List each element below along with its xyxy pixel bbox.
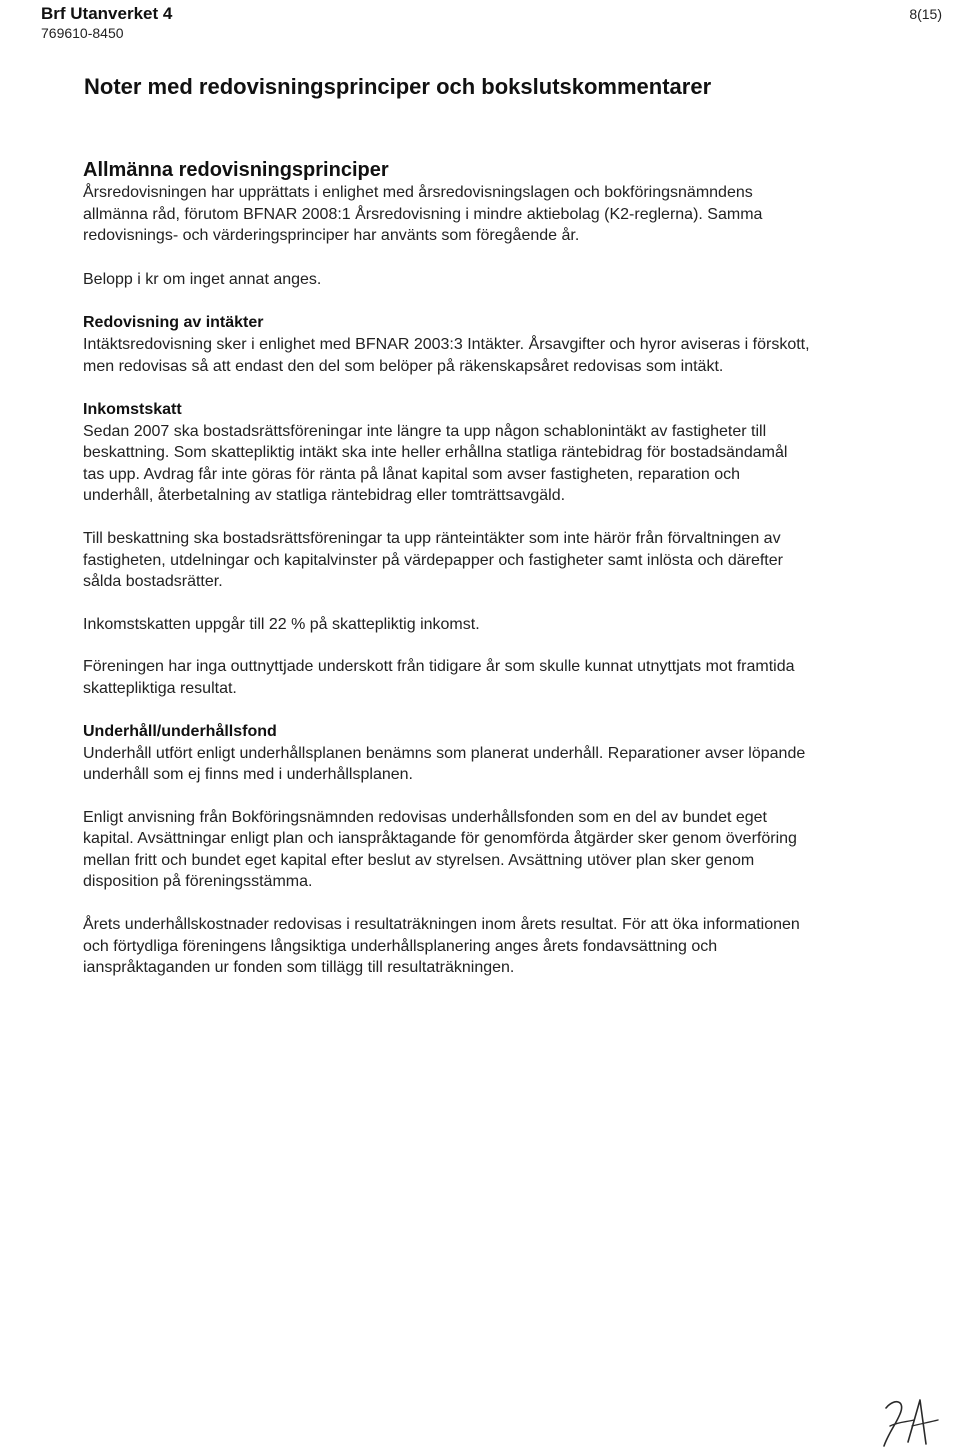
tax-line: Föreningen har inga outtnyttjade underskott från tidigare år som skulle kunnat utnyttjats mot framtida <box>83 658 795 676</box>
org-name: Brf Utanverket 4 <box>41 4 173 23</box>
maintenance-line: ianspråktaganden ur fonden som tillägg till resultaträkningen. <box>83 959 515 977</box>
maintenance-line: mellan fritt och bundet eget kapital efter beslut av styrelsen. Avsättning utöver plan sker genom <box>83 851 755 869</box>
handwritten-initials-icon <box>880 1392 940 1450</box>
maintenance-line: underhåll som ej finns med i underhållsplanen. <box>83 766 413 784</box>
tax-line: fastigheten, utdelningar och kapitalvinster på värdepapper och fastigheter samt inlösta och därefter <box>83 551 783 569</box>
tax-line: skattepliktiga resultat. <box>83 679 237 697</box>
page-number: 8(15) <box>909 6 942 22</box>
maintenance-line: Underhåll utfört enligt underhållsplanen benämns som planerat underhåll. Reparationer avser löpande <box>83 744 806 762</box>
tax-line: underhåll, återbetalning av statliga räntebidrag eller tomträttsavgäld. <box>83 487 566 505</box>
tax-heading: Inkomstskatt <box>83 400 182 418</box>
tax-line: beskattning. Som skattepliktig intäkt ska inte heller erhållna statliga räntebidrag för bostadsändamål <box>83 444 788 462</box>
maintenance-line: Enligt anvisning från Bokföringsnämnden redovisas underhållsfonden som en del av bundet eget <box>83 808 767 826</box>
principles-line: allmänna råd, förutom BFNAR 2008:1 Årsredovisning i mindre aktiebolag (K2-reglerna). Samma <box>83 205 763 223</box>
org-number: 769610-8450 <box>41 25 124 41</box>
amount-note: Belopp i kr om inget annat anges. <box>83 270 322 288</box>
tax-line: sålda bostadsrätter. <box>83 573 223 591</box>
tax-rate: Inkomstskatten uppgår till 22 % på skattepliktig inkomst. <box>83 615 480 633</box>
maintenance-line: disposition på föreningsstämma. <box>83 873 313 891</box>
principles-line: redovisnings- och värderingsprinciper har använts som föregående år. <box>83 227 580 245</box>
tax-line: tas upp. Avdrag får inte göras för ränta på lånat kapital som avser fastigheten, reparation och <box>83 465 740 483</box>
revenue-line: men redovisas så att endast den del som belöper på räkenskapsåret redovisas som intäkt. <box>83 357 724 375</box>
principles-line: Årsredovisningen har upprättats i enlighet med årsredovisningslagen och bokföringsnämndens <box>83 184 753 201</box>
maintenance-line: och förtydliga föreningens långsiktiga underhållsplanering anges årets fondavsättning och <box>83 937 718 955</box>
principles-heading: Allmänna redovisningsprinciper <box>83 159 389 181</box>
tax-line: Sedan 2007 ska bostadsrättsföreningar inte längre ta upp någon schablonintäkt av fastigheter till <box>83 422 767 440</box>
maintenance-heading: Underhåll/underhållsfond <box>83 722 277 740</box>
revenue-heading: Redovisning av intäkter <box>83 314 264 332</box>
notes-content <box>83 158 945 979</box>
revenue-line: Intäktsredovisning sker i enlighet med BFNAR 2003:3 Intäkter. Årsavgifter och hyror aviseras i förskott, <box>83 336 810 354</box>
tax-line: Till beskattning ska bostadsrättsföreningar ta upp ränteintäkter som inte härör från förvaltningen av <box>83 529 781 547</box>
maintenance-line: Årets underhållskostnader redovisas i resultaträkningen inom årets resultat. För att öka informationen <box>83 916 800 934</box>
page-title: Noter med redovisningsprinciper och bokslutskommentarer <box>84 74 712 99</box>
maintenance-line: kapital. Avsättningar enligt plan och ianspråktagande för genomförda åtgärder sker genom överföring <box>83 830 797 848</box>
